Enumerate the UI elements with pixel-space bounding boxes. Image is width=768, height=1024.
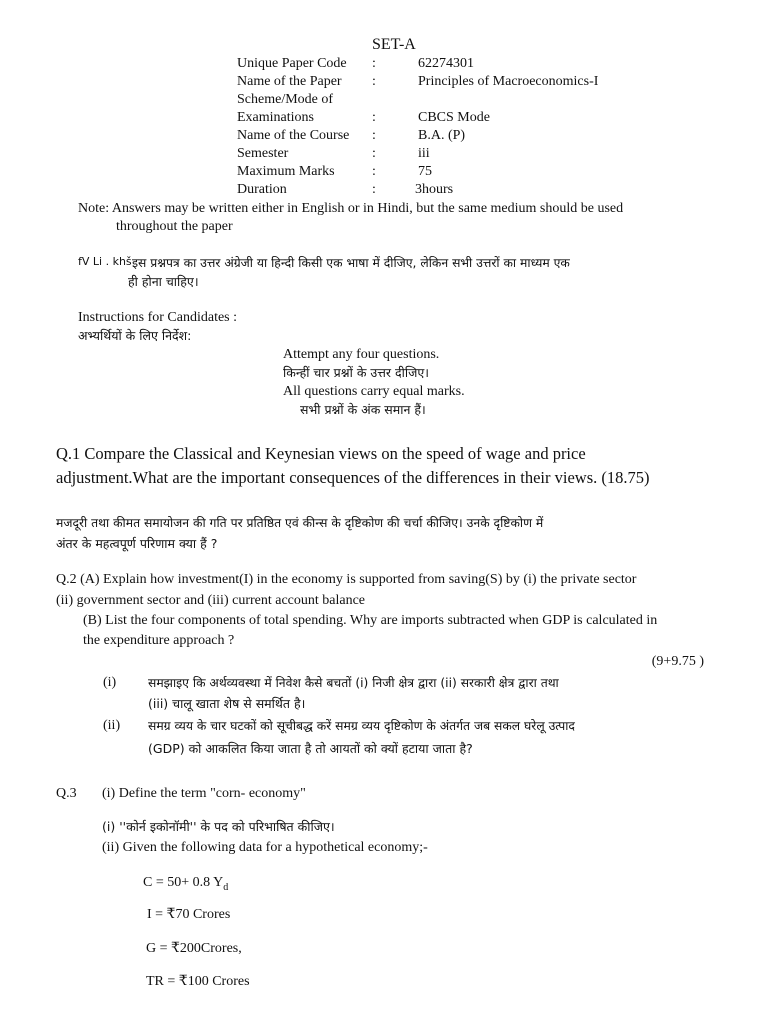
instructions-heading: Instructions for Candidates : bbox=[78, 310, 238, 325]
meta-value: B.A. (P) bbox=[418, 128, 466, 143]
meta-value: iii bbox=[418, 146, 430, 161]
q2-ii-hindi-line-2: (GDP) को आकलित किया जाता है तो आयतों को क्यों हटाया जाता है? bbox=[148, 741, 473, 756]
instructions-heading-hindi: अभ्यर्थियों के लिए निर्देश: bbox=[78, 328, 192, 343]
meta-value: 75 bbox=[418, 164, 432, 179]
meta-colon: : bbox=[372, 110, 376, 125]
meta-value: CBCS Mode bbox=[418, 110, 490, 125]
q2-marks: (9+9.75 ) bbox=[651, 654, 704, 669]
q2-i-hindi-line-2: (iii) चालू खाता शेष से समर्थित है। bbox=[148, 696, 306, 711]
equation-consumption-text: C = 50+ 0.8 Y bbox=[143, 875, 224, 890]
set-label: SET-A bbox=[372, 36, 416, 53]
meta-label: Name of the Paper bbox=[237, 74, 342, 89]
meta-colon: : bbox=[372, 182, 376, 197]
meta-row bbox=[0, 182, 768, 199]
meta-row bbox=[0, 110, 768, 127]
meta-row bbox=[0, 56, 768, 73]
meta-colon: : bbox=[372, 146, 376, 161]
q3-ii-text: (ii) Given the following data for a hypothetical economy;- bbox=[102, 840, 428, 855]
q2-ii-hindi-line-1: समग्र व्यय के चार घटकों को सूचीबद्ध करें समग्र व्यय दृष्टिकोण के अंतर्गत जब सकल घरेलू उत्पाद bbox=[148, 719, 575, 733]
q1-hindi-line-2: अंतर के महत्वपूर्ण परिणाम क्या हैं ? bbox=[56, 536, 218, 551]
equation-investment: I = ₹70 Crores bbox=[147, 907, 231, 922]
meta-label: Scheme/Mode of bbox=[237, 92, 334, 107]
attempt-text: Attempt any four questions. bbox=[283, 347, 440, 362]
note-hindi-line-1: इस प्रश्नपत्र का उत्तर अंग्रेजी या हिन्दी किसी एक भाषा में दीजिए, लेकिन सभी उत्तरों का माध्यम एक bbox=[132, 256, 570, 270]
meta-label: Examinations bbox=[237, 110, 314, 125]
meta-label: Unique Paper Code bbox=[237, 56, 347, 71]
q2-ii-label: (ii) bbox=[103, 718, 121, 733]
meta-label: Maximum Marks bbox=[237, 164, 335, 179]
q1-line-2: adjustment.What are the important consequences of the differences in their views. (18.75) bbox=[56, 468, 650, 487]
note-line-1: Note: Answers may be written either in English or in Hindi, but the same medium should be used bbox=[78, 201, 624, 216]
q3-i-text: (i) Define the term "corn- economy" bbox=[102, 786, 306, 801]
meta-row bbox=[0, 92, 768, 109]
meta-colon: : bbox=[372, 74, 376, 89]
q2-a-line-2: (ii) government sector and (iii) current account balance bbox=[56, 593, 366, 608]
meta-value: Principles of Macroeconomics-I bbox=[418, 74, 599, 89]
subscript-d: d bbox=[223, 881, 229, 893]
note-hindi-line-2: ही होना चाहिए। bbox=[128, 274, 199, 289]
equation-government: G = ₹200Crores, bbox=[146, 941, 242, 956]
meta-row bbox=[0, 128, 768, 145]
q1-hindi-line-1: मजदूरी तथा कीमत समायोजन की गति पर प्रतिष्ठित एवं कीन्स के दृष्टिकोण की चर्चा कीजिए। उनके दृष्टिकोण में bbox=[56, 516, 544, 530]
meta-colon: : bbox=[372, 164, 376, 179]
meta-label: Duration bbox=[237, 182, 287, 197]
meta-value: 62274301 bbox=[418, 56, 474, 71]
q3-label: Q.3 bbox=[56, 786, 77, 801]
note-line-2: throughout the paper bbox=[116, 219, 233, 234]
equal-marks-text: All questions carry equal marks. bbox=[283, 384, 465, 399]
attempt-text-hindi: किन्हीं चार प्रश्नों के उत्तर दीजिए। bbox=[283, 365, 430, 380]
q2-a-line-1: Q.2 (A) Explain how investment(I) in the economy is supported from saving(S) by (i) the private sector bbox=[56, 572, 637, 587]
equal-marks-text-hindi: सभी प्रश्नों के अंक समान हैं। bbox=[300, 402, 426, 417]
equation-consumption bbox=[143, 874, 228, 896]
meta-row bbox=[0, 74, 768, 91]
q3-i-hindi: (i) ''कोर्न इकोनॉमी'' के पद को परिभाषित कीजिए। bbox=[102, 819, 335, 834]
meta-colon: : bbox=[372, 128, 376, 143]
meta-label: Name of the Course bbox=[237, 128, 350, 143]
meta-label: Semester bbox=[237, 146, 289, 161]
q2-i-hindi-line-1: समझाइए कि अर्थव्यवस्था में निवेश कैसे बचतों (i) निजी क्षेत्र द्वारा (ii) सरकारी क्षेत्र द्वारा तथा bbox=[148, 676, 559, 690]
q2-b-line-1: (B) List the four components of total spending. Why are imports subtracted when GDP is calculated in bbox=[83, 613, 658, 628]
note-hindi-prefix: fV Li . khš bbox=[78, 255, 132, 268]
q1-line-1: Q.1 Compare the Classical and Keynesian views on the speed of wage and price bbox=[56, 444, 586, 463]
q2-i-label: (i) bbox=[103, 675, 117, 690]
meta-row bbox=[0, 164, 768, 181]
meta-colon: : bbox=[372, 56, 376, 71]
meta-row bbox=[0, 146, 768, 163]
q2-b-line-2: the expenditure approach ? bbox=[83, 633, 235, 648]
meta-value: 3hours bbox=[415, 182, 454, 197]
equation-transfers: TR = ₹100 Crores bbox=[146, 974, 250, 989]
